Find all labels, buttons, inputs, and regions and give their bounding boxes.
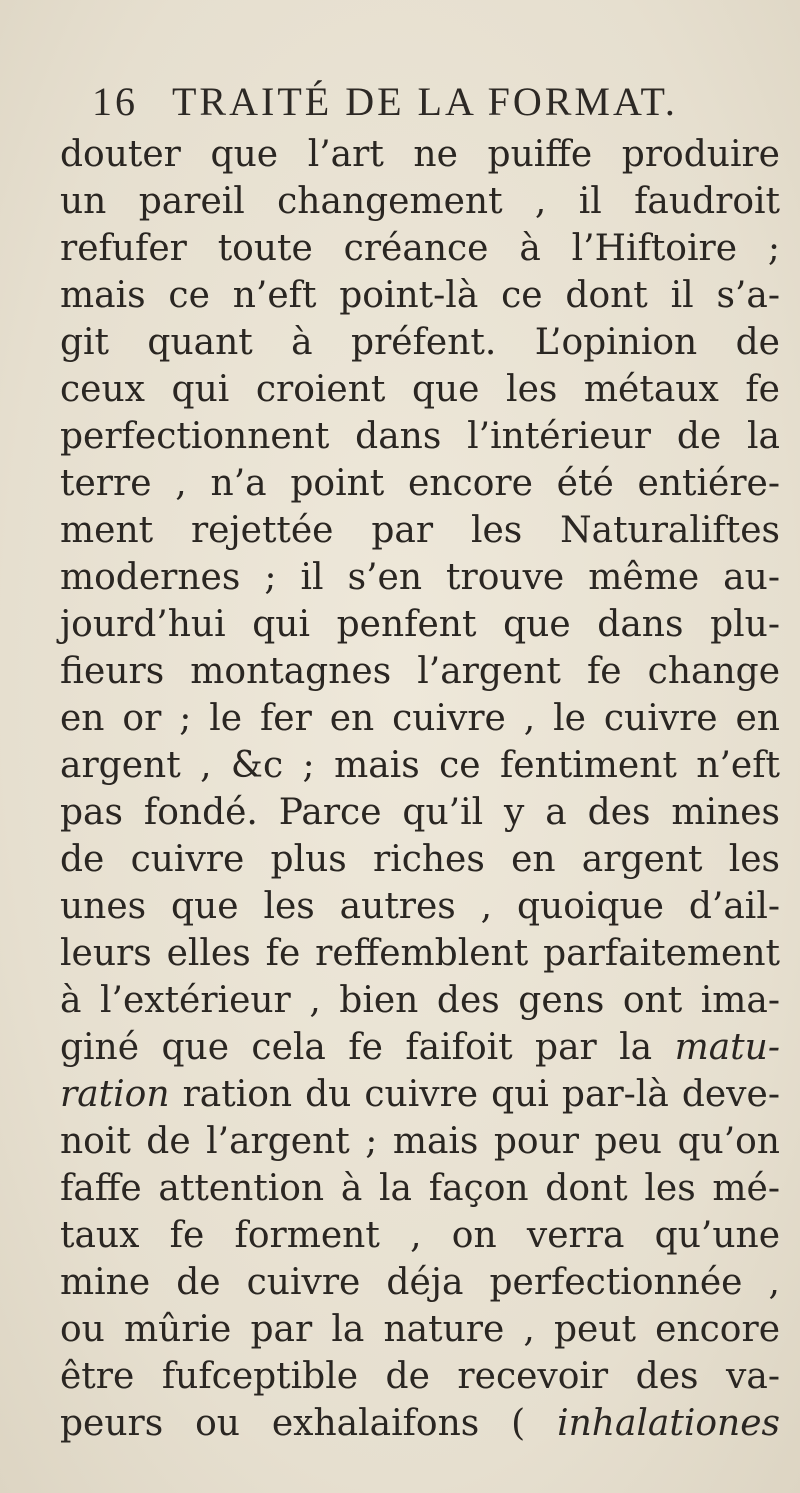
italic-ration: ration [60, 1074, 170, 1115]
text-line-3: refufer toute créance à l’Hiftoire ; [60, 228, 780, 269]
text-line-28 [60, 1400, 780, 1447]
running-header [92, 78, 752, 126]
text-line-26: ou mûrie par la nature , peut encore [60, 1309, 780, 1350]
text-line-17: unes que les autres , quoique d’ail- [60, 886, 780, 927]
text-line-22: noit de l’argent ; mais pour peu qu’on [60, 1121, 780, 1162]
text-line-14: argent , &c ; mais ce fentiment n’eft [60, 745, 780, 786]
italic-matu: matu- [674, 1027, 780, 1068]
text-line-23: faffe attention à la façon dont les mé- [60, 1168, 780, 1209]
text-line-13: en or ; le fer en cuivre , le cuivre en [60, 698, 780, 739]
text-line-7: perfectionnent dans l’intérieur de la [60, 416, 780, 457]
text-line-18: leurs elles fe reffemblent parfaitement [60, 933, 780, 974]
running-title: TRAITÉ DE LA FORMAT. [172, 79, 678, 124]
text-line-9: ment rejettée par les Naturaliftes [60, 510, 780, 551]
text-line-5: git quant à préfent. L’opinion de [60, 322, 780, 363]
text-line-1: douter que l’art ne puiffe produire [60, 134, 780, 175]
text-line-19: à l’extérieur , bien des gens ont ima- [60, 980, 780, 1021]
text-line-12: fieurs montagnes l’argent fe change [60, 651, 780, 692]
body-text [60, 131, 780, 1447]
italic-inhalationes: inhalationes [557, 1403, 781, 1444]
text-line-25: mine de cuivre déja perfectionnée , [60, 1262, 780, 1303]
text-line-4: mais ce n’eft point-là ce dont il s’a- [60, 275, 780, 316]
page-number: 16 [92, 79, 138, 124]
text-line-20 [60, 1024, 780, 1071]
text-line-21-roman: ration du cuivre qui par-là deve- [182, 1074, 780, 1115]
text-line-27: être fufceptible de recevoir des va- [60, 1356, 780, 1397]
text-line-15: pas fondé. Parce qu’il y a des mines [60, 792, 780, 833]
text-line-16: de cuivre plus riches en argent les [60, 839, 780, 880]
text-line-20-roman: giné que cela fe faifoit par la [60, 1027, 653, 1068]
text-line-24: taux fe forment , on verra qu’une [60, 1215, 780, 1256]
text-line-8: terre , n’a point encore été entiére- [60, 463, 780, 504]
text-line-10: modernes ; il s’en trouve même au- [60, 557, 780, 598]
text-line-11: jourd’hui qui penfent que dans plu- [60, 604, 780, 645]
text-line-6: ceux qui croient que les métaux fe [60, 369, 780, 410]
text-line-2: un pareil changement , il faudroit [60, 181, 780, 222]
text-line-28-roman: peurs ou exhalaifons ( [60, 1403, 526, 1444]
text-line-21 [60, 1071, 780, 1118]
